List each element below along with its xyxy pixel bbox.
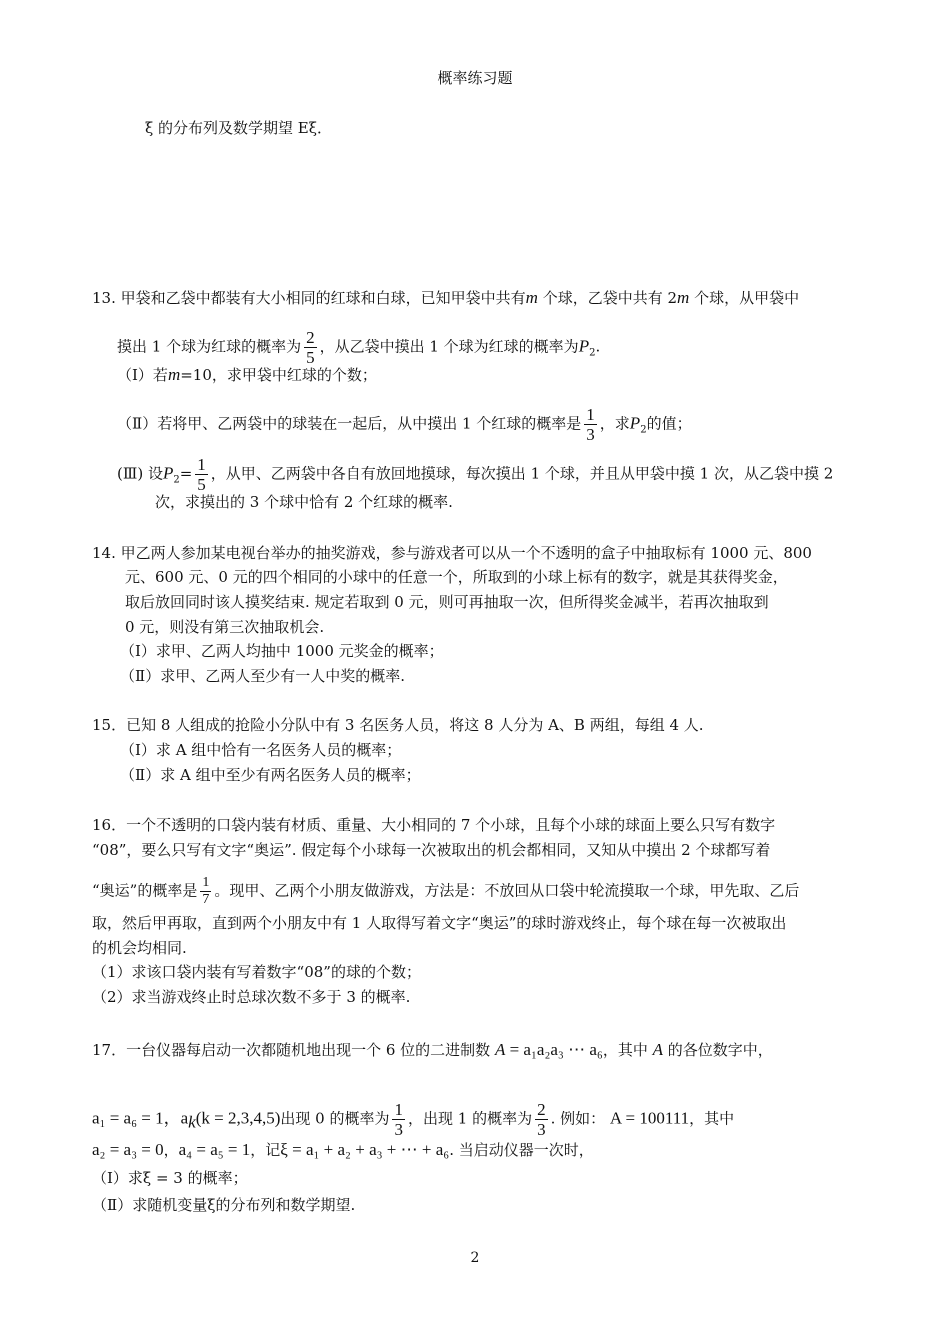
q16-line-5: 的机会均相同. (92, 939, 187, 957)
fraction-2-5: $\frac{2}{5}$ (306, 328, 315, 367)
q17-part-1: （Ⅰ）求ξ = 3 的概率； (92, 1169, 248, 1187)
q13-part-2: （Ⅱ）若将甲、乙两袋中的球装在一起后，从中摸出 1 个红球的概率是 $\frac{1}{3}$ ，求$P_2$的值； (117, 405, 692, 444)
intro-text: ξ 的分布列及数学期望 Eξ． (145, 119, 333, 137)
fraction-1-3: $\frac{1}{3}$ (394, 1100, 403, 1139)
q14-line-2: 元、600 元、0 元的四个相同的小球中的任意一个，所取到的小球上标有的数字，就是其获得奖金， (125, 568, 788, 586)
q14-line-1: 14. 甲乙两人参加某电视台举办的抽奖游戏，参与游戏者可以从一个不透明的盒子中抽取标有 1000 元、800 (92, 544, 812, 562)
q17-line-1: 17．一台仪器每启动一次都随机地出现一个 6 位的二进制数 A = a₁a₂a₃ ⋯ a₆，其中 A 的各位数字中， (92, 1040, 773, 1059)
q17-part-2: （Ⅱ）求随机变量ξ的分布列和数学期望. (92, 1196, 356, 1214)
q16-line-2: “08”，要么只写有文字“奥运”. 假定每个小球每一次被取出的机会都相同，又知从中摸出 2 个球都写着 (92, 841, 771, 859)
q17-line-3: a₂ = a₃ = 0，a₄ = a₅ = 1，记ξ = a₁ + a₂ + a₃ + ⋯ + a₆. 当启动仪器一次时， (92, 1140, 594, 1159)
q15-part-2: （Ⅱ）求 A 组中至少有两名医务人员的概率； (120, 766, 421, 784)
fraction-2-3: $\frac{2}{3}$ (537, 1100, 546, 1139)
q13-line-1: 13. 甲袋和乙袋中都装有大小相同的红球和白球，已知甲袋中共有m 个球，乙袋中共有 2m 个球，从甲袋中 (92, 288, 800, 307)
q13-part-1: （Ⅰ）若m=10，求甲袋中红球的个数； (117, 365, 377, 384)
q14-line-3: 取后放回同时该人摸奖结束. 规定若取到 0 元，则可再抽取一次，但所得奖金减半，若再次抽取到 (125, 593, 769, 611)
fraction-1-5: $\frac{1}{5}$ (197, 455, 206, 494)
q14-part-2: （Ⅱ）求甲、乙两人至少有一人中奖的概率. (120, 667, 405, 685)
q14-part-1: （Ⅰ）求甲、乙两人均抽中 1000 元奖金的概率； (120, 642, 444, 660)
fraction-1-7: $\frac{1}{7}$ (202, 875, 210, 907)
q15-line-1: 15．已知 8 人组成的抢险小分队中有 3 名医务人员，将这 8 人分为 A、B 两组，每组 4 人. (92, 716, 704, 734)
q16-part-2: （2）求当游戏终止时总球次数不多于 3 的概率. (92, 988, 411, 1006)
q16-line-3: “奥运”的概率是 $\frac{1}{7}$ 。现甲、乙两个小朋友做游戏，方法是：不放回从口袋中轮流摸取一个球，甲先取、乙后 (92, 875, 800, 907)
fraction-1-3: $\frac{1}{3}$ (586, 405, 595, 444)
q17-line-2: a₁ = a₆ = 1，$a_k(k = 2,3,4,5)$出现 0 的概率为 $\frac{1}{3}$ ，出现 1 的概率为 $\frac{2}{3}$ . 例如： A = 100111，其中 (92, 1100, 735, 1139)
q16-line-1: 16．一个不透明的口袋内装有材质、重量、大小相同的 7 个小球，且每个小球的球面上要么只写有数字 (92, 816, 776, 834)
q13-part-3: (Ⅲ) 设$P_2=$ $\frac{1}{5}$ ，从甲、乙两袋中各自有放回地摸球，每次摸出 1 个球，并且从甲袋中摸 1 次，从乙袋中摸 2 (117, 455, 834, 494)
q14-line-4: 0 元，则没有第三次抽取机会. (125, 618, 325, 636)
q13-line-2: 摸出 1 个球为红球的概率为 $\frac{2}{5}$ ，从乙袋中摸出 1 个球为红球的概率为$P_2$. (117, 328, 601, 367)
math-m: m (525, 288, 538, 307)
page-header-title: 概率练习题 (437, 69, 513, 87)
q13-part-3-cont: 次，求摸出的 3 个球中恰有 2 个红球的概率. (155, 493, 453, 511)
q16-part-1: （1）求该口袋内装有写着数字“08”的球的个数； (92, 963, 421, 981)
page-number: 2 (470, 1250, 480, 1266)
q15-part-1: （Ⅰ）求 A 组中恰有一名医务人员的概率； (120, 741, 402, 759)
q16-line-4: 取，然后甲再取，直到两个小朋友中有 1 人取得写着文字“奥运”的球时游戏终止，每个球在每一次被取出 (92, 914, 787, 932)
